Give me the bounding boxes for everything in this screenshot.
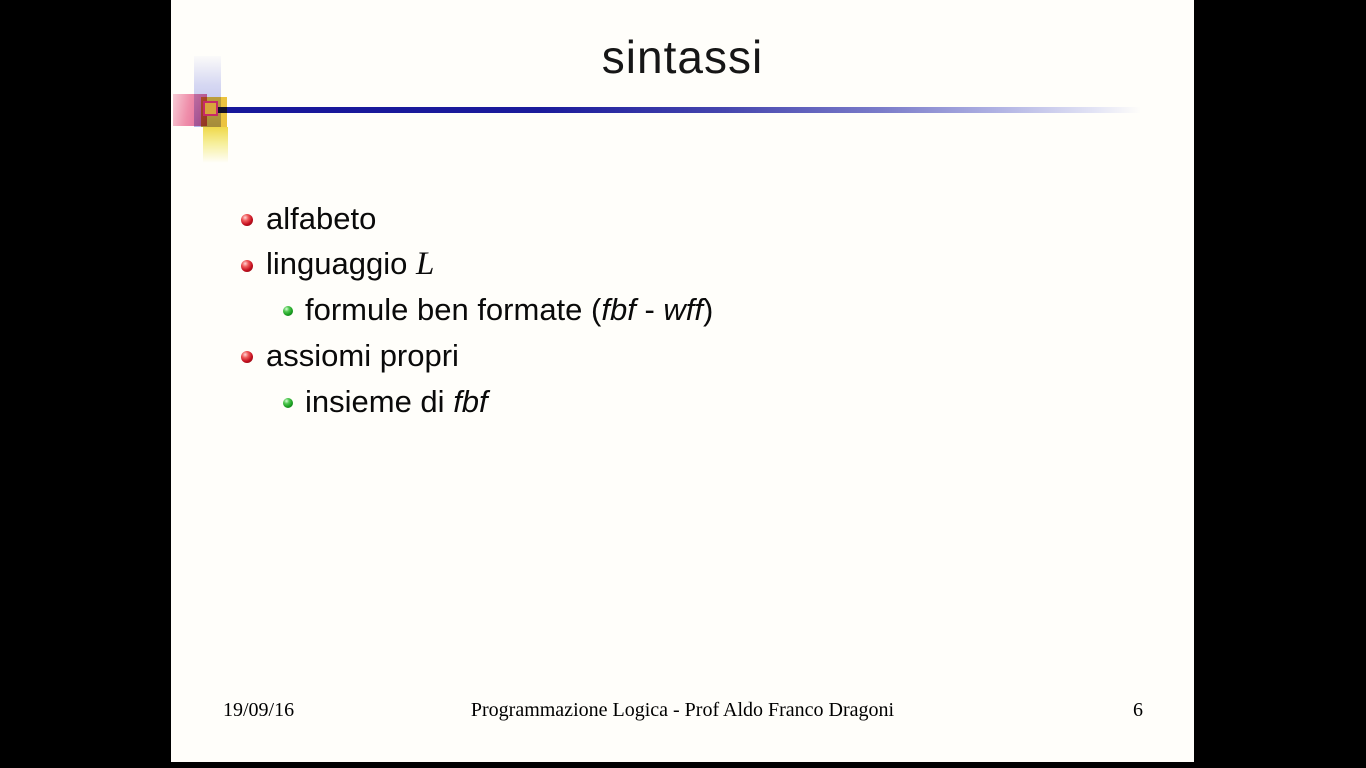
footer-date: 19/09/16 xyxy=(223,699,295,721)
bullet-list xyxy=(241,196,713,424)
text-segment: linguaggio xyxy=(266,246,416,282)
text-segment: - xyxy=(635,292,664,328)
text-segment-italic: wff xyxy=(663,292,704,328)
decoration-crimson-square xyxy=(203,101,218,116)
text-segment: ) xyxy=(703,292,714,328)
red-sphere-bullet-icon xyxy=(241,260,253,272)
math-variable: L xyxy=(415,246,435,283)
red-sphere-bullet-icon xyxy=(241,351,253,363)
text-segment: insieme di xyxy=(305,383,454,419)
list-item-text xyxy=(305,384,488,420)
footer-course-title: Programmazione Logica - Prof Aldo Franco Dragoni xyxy=(470,699,895,721)
list-item xyxy=(241,242,713,288)
list-item xyxy=(283,379,713,425)
list-item-text xyxy=(266,338,459,374)
text-segment: formule ben formate ( xyxy=(305,292,602,328)
list-item-text xyxy=(266,201,376,237)
text-segment: assiomi propri xyxy=(266,337,459,373)
list-item-text xyxy=(305,292,713,328)
list-item-text xyxy=(266,246,434,283)
list-item xyxy=(241,333,713,379)
green-sphere-bullet-icon xyxy=(283,306,293,316)
red-sphere-bullet-icon xyxy=(241,214,253,226)
text-segment: alfabeto xyxy=(266,200,377,236)
list-item xyxy=(283,287,713,333)
slide-title: sintassi xyxy=(601,31,764,83)
decoration-yellow-tail xyxy=(203,127,228,163)
green-sphere-bullet-icon xyxy=(283,398,293,408)
slide-canvas xyxy=(171,0,1194,762)
text-segment-italic: fbf xyxy=(601,292,636,328)
title-underline-rule xyxy=(216,107,1141,113)
list-item xyxy=(241,196,713,242)
text-segment-italic: fbf xyxy=(453,383,488,419)
footer-page-number: 6 xyxy=(1133,699,1143,721)
